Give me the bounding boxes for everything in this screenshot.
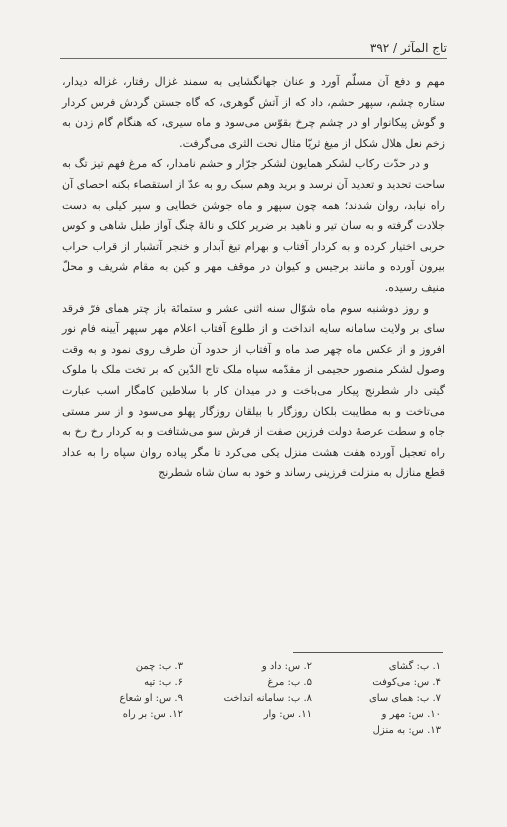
paragraph: مهم و دفع آن مسلّم آورد و عنان جهانگشایی به سمند غزال رفتار، غزاله دیدار، ستاره چشم، سپهر حشم، داد که از آتش گوهری، که گاه جستن گردش فرس کردار و گوش پیکانوار او در چشم چرخ بقوّس می‌سود و ماه سیری، که هنگام گام زدن به زخم نعل هلال شکل از میغ ثریّا مثال نحت الثری می‌گرفت. (62, 75, 445, 150)
footnote: ۸. ب: سامانه انداخت (223, 693, 312, 704)
footnote: ۹. س: او شعاع (119, 693, 183, 704)
footnote: ۱۲. س: بر راه (122, 709, 183, 720)
footnote-separator (293, 652, 443, 653)
footnote: ۱. ب: گشای (388, 661, 441, 672)
footnote: ۱۰. س: مهر و (381, 709, 441, 720)
paragraph: و روز دوشنبه سوم ماه شوّال سنه اثنی عشر و ستمائة باز چتر همای فرّ فرقد سای بر ولایت سامانه سایه انداخت و از طلوع آفتاب اعلام مهر سپهر آیینه فام نور افروز و از عکس ماه چهر صد ماه و آفتاب از حدود آن طرف روی نمود و به وقت وصول لشکر منصور حجیمی از مقدّمه سپاه ملک تاج الدّین که بر تخت ملک با ملوک گیتی دار شطرنج پیکار می‌باخت و در میدان کار با سلاطین کامگار اسب عبارت می‌تاخت و به مطایبت بلکان روزگار با بیلقان روزگار پهلو می‌سود و از سر مستی جاه و سطت عرصهٔ دولت فرزین صفت از فرش سو می‌شتافت و به کردار رخ رخ به راه تعجیل آورده هفت هشت منزل یکی می‌کرد تا مگر پیاده روان سپاه را به عداد قطع منازل به منزلت فرزینی رساند و خود به سان شاه شطرنج (62, 301, 445, 480)
footnote: ۵. ب: مرغ (267, 677, 312, 688)
paragraph: و در حدّت رکاب لشکر همایون لشکر جرّار و حشم نامدار، که مرغ فهم تیز تگ به ساحت تحدید و تعدید آن نرسد و برید وهم سبک رو به عدّ از استقصاء بکنه احصای آن راه نیابد، روان شدند؛ همه چون سپهر و ماه جوشن خطایی و سپر کیلی به دست جلادت گرفته و به سان تیر و ناهید بر ضریر کلک و نالهٔ چنگ آواز طبل شاهی و کوس حربی اختیار کرده و به کردار آفتاب و بهرام تیغ آبدار و خنجر آتشبار از قراب حراب بیرون آورده و مانند برجیس و کیوان در موقف مهر و کین به مقام شریف و محلّ منیف رسیده. (62, 157, 445, 294)
footnote: ۷. ب: همای سای (368, 693, 441, 704)
header-rule (60, 58, 447, 59)
footnote: ۳. ب: چمن (135, 661, 183, 672)
main-text (62, 72, 445, 484)
footnote: ۴. س: می‌کوفت (372, 677, 441, 688)
footnote: ۱۱. س: وار (263, 709, 312, 720)
footnote: ۱۳. س: به منزل (372, 725, 441, 736)
footnotes (68, 660, 441, 737)
footnote: ۲. س: داد و (261, 661, 312, 672)
running-header: تاج المآثر / ٣٩٢ (369, 41, 447, 55)
footnote: ۶. ب: تیه (144, 677, 183, 688)
